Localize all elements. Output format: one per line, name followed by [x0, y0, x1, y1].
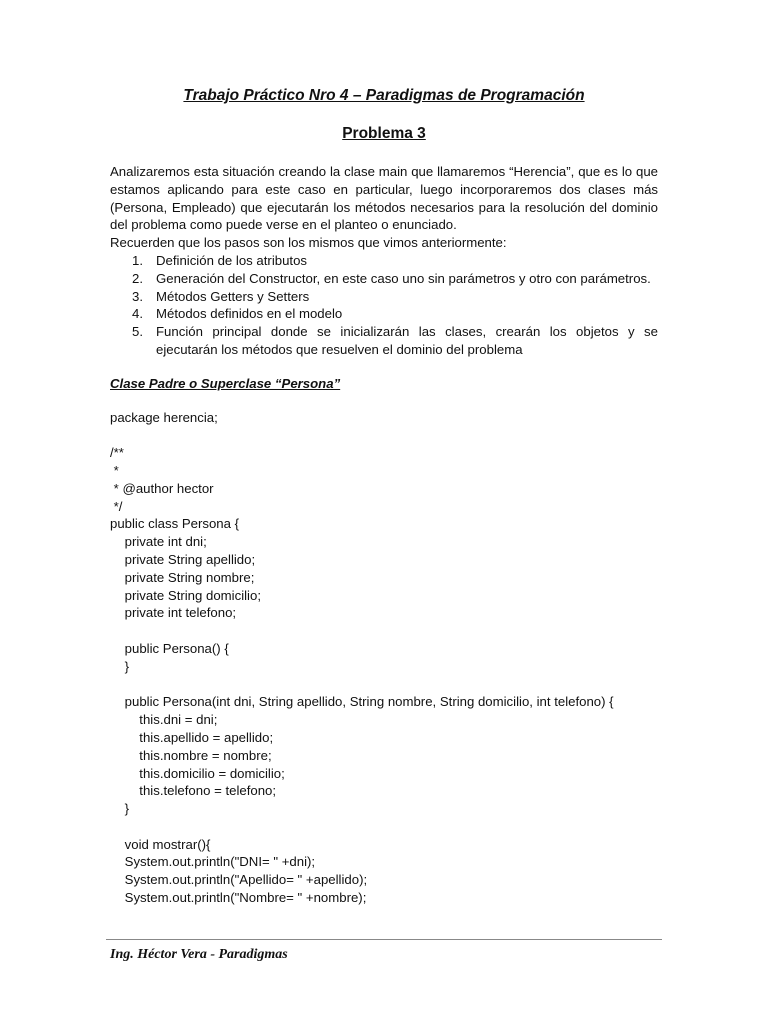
step-number: 4.	[132, 306, 143, 322]
code-line: this.nombre = nombre;	[110, 747, 272, 763]
code-line: public class Persona {	[110, 516, 240, 532]
list-item	[132, 270, 658, 288]
code-line: void mostrar(){	[110, 836, 211, 852]
intro-paragraph: Analizaremos esta situación creando la clase main que llamaremos “Herencia”, que es lo que estamos aplicando para este caso en particular, luego incorporaremos dos clases más (Persona, Empleado) que ejecutarán los métodos necesarios para la resolución del dominio del problema como puede verse en el planteo o enunciado.	[110, 164, 658, 233]
code-line: *	[110, 462, 119, 478]
list-item	[132, 252, 658, 270]
code-line: this.apellido = apellido;	[110, 729, 274, 745]
code-line: public Persona() {	[110, 640, 229, 656]
step-text: Generación del Constructor, en este caso uno sin parámetros y otro con parámetros.	[156, 270, 651, 286]
code-line: this.dni = dni;	[110, 712, 218, 728]
code-line: }	[110, 801, 130, 817]
steps-intro: Recuerden que los pasos son los mismos que vimos anteriormente:	[110, 235, 507, 251]
code-line: private String domicilio;	[110, 587, 261, 603]
code-line: */	[110, 498, 123, 514]
step-number: 5.	[132, 324, 143, 340]
list-item	[132, 288, 658, 306]
steps-list	[110, 252, 658, 359]
code-line: * @author hector	[110, 480, 214, 496]
document-body	[110, 163, 658, 907]
list-item	[132, 323, 658, 359]
code-line: private String apellido;	[110, 551, 256, 567]
list-item	[132, 305, 658, 323]
step-text: Métodos definidos en el modelo	[156, 306, 343, 322]
step-number: 3.	[132, 288, 143, 304]
code-block	[110, 409, 658, 907]
code-line: private int dni;	[110, 534, 207, 550]
code-line	[110, 676, 658, 694]
step-number: 1.	[132, 252, 143, 268]
code-line	[110, 622, 658, 640]
code-line	[110, 426, 658, 444]
code-line: }	[110, 658, 130, 674]
code-line: public Persona(int dni, String apellido, String nombre, String domicilio, int telefono) {	[110, 694, 614, 710]
code-line	[110, 818, 658, 836]
step-text: Definición de los atributos	[156, 252, 308, 268]
code-line: this.domicilio = domicilio;	[110, 765, 285, 781]
code-line: this.telefono = telefono;	[110, 783, 277, 799]
document-title: Trabajo Práctico Nro 4 – Paradigmas de Programación	[183, 87, 585, 104]
code-line: private int telefono;	[110, 605, 237, 621]
step-text: Función principal donde se inicializarán las clases, crearán los objetos y se ejecutarán los métodos que resuelven el dominio del problema	[156, 324, 658, 357]
code-line: /**	[110, 445, 124, 461]
step-number: 2.	[132, 270, 143, 286]
code-line: System.out.println("DNI= " +dni);	[110, 854, 316, 870]
footer-text: Ing. Héctor Vera - Paradigmas	[110, 947, 288, 962]
footer-divider	[106, 939, 662, 940]
problem-subtitle: Problema 3	[342, 125, 426, 142]
section-heading: Clase Padre o Superclase “Persona”	[110, 375, 341, 391]
step-text: Métodos Getters y Setters	[156, 288, 310, 304]
code-line: package herencia;	[110, 409, 218, 425]
code-line: System.out.println("Nombre= " +nombre);	[110, 890, 367, 906]
code-line: private String nombre;	[110, 569, 255, 585]
code-line: System.out.println("Apellido= " +apellido);	[110, 872, 368, 888]
